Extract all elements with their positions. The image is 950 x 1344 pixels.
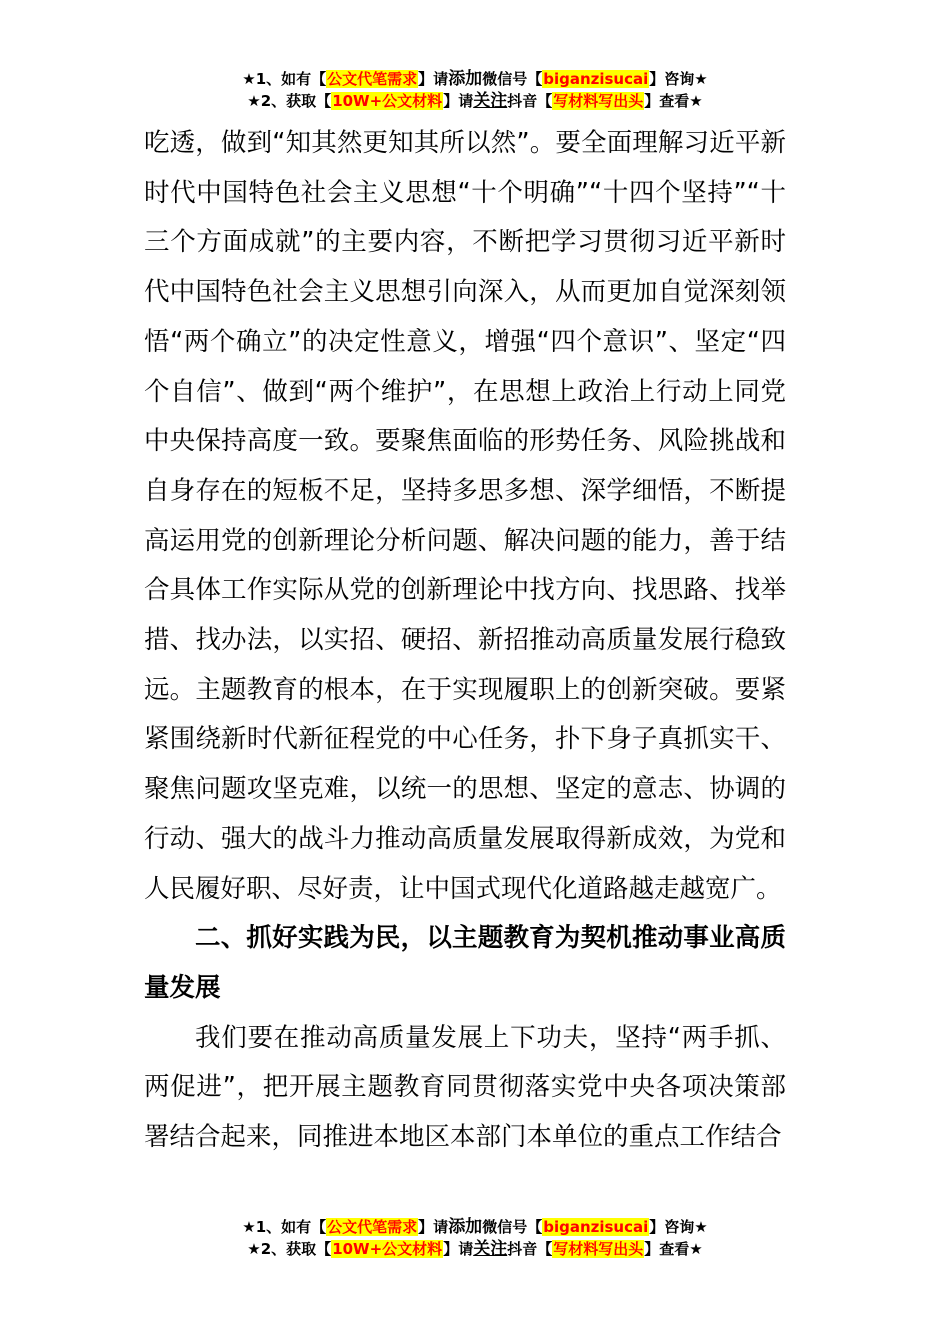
footer-promo-banner: [0, 1216, 950, 1260]
promo-emphasis: 关注: [473, 1239, 508, 1259]
promo-text: 微信号【: [482, 70, 543, 88]
promo-line-2: [0, 1238, 950, 1260]
promo-text: ★1、如有【: [242, 70, 327, 88]
promo-text: 】请: [418, 70, 449, 88]
promo-highlight: 写材料写出头: [553, 1240, 644, 1258]
promo-text: 】查看★: [644, 92, 703, 110]
promo-text: 】咨询★: [649, 70, 708, 88]
promo-text: 抖音【: [507, 1240, 553, 1258]
promo-text: 】查看★: [644, 1240, 703, 1258]
promo-highlight: biganzisucai: [543, 70, 649, 88]
header-promo-banner: [0, 68, 950, 112]
promo-highlight: 写材料写出头: [553, 92, 644, 110]
promo-text: ★2、获取【: [247, 1240, 332, 1258]
promo-line-1: [0, 68, 950, 90]
promo-line-1: [0, 1216, 950, 1238]
promo-emphasis: 关注: [473, 91, 508, 111]
document-body: [144, 119, 786, 1163]
promo-text: 】咨询★: [649, 1218, 708, 1236]
promo-highlight: biganzisucai: [543, 1218, 649, 1236]
promo-text: 】请: [443, 92, 474, 110]
body-paragraph: 我们要在推动高质量发展上下功夫，坚持“两手抓、两促进”，把开展主题教育同贯彻落实党中央各项决策部署结合起来，同推进本地区本部门本单位的重点工作结合: [144, 1022, 786, 1153]
promo-text: 抖音【: [507, 92, 553, 110]
promo-highlight: 公文代笔需求: [327, 70, 418, 88]
section-heading: 二、抓好实践为民，以主题教育为契机推动事业高质量发展: [144, 923, 786, 1003]
promo-text: ★2、获取【: [247, 92, 332, 110]
promo-text: 微信号【: [482, 1218, 543, 1236]
promo-text: ★1、如有【: [242, 1218, 327, 1236]
promo-text: 】请: [418, 1218, 449, 1236]
promo-text: 】请: [443, 1240, 474, 1258]
promo-line-2: [0, 90, 950, 112]
promo-highlight: 10W+公文材料: [332, 92, 443, 110]
promo-emphasis: 添加: [448, 1217, 483, 1237]
promo-emphasis: 添加: [448, 69, 483, 89]
promo-highlight: 10W+公文材料: [332, 1240, 443, 1258]
body-paragraph: 吃透，做到“知其然更知其所以然”。要全面理解习近平新时代中国特色社会主义思想“十个明确”“十四个坚持”“十三个方面成就”的主要内容，不断把学习贯彻习近平新时代中国特色社会主义思想引向深入，从而更加自觉深刻领悟“两个确立”的决定性意义，增强“四个意识”、坚定“四个自信”、做到“两个维护”，在思想上政治上行动上同党中央保持高度一致。要聚焦面临的形势任务、风险挑战和自身存在的短板不足，坚持多思多想、深学细悟，不断提高运用党的创新理论分析问题、解决问题的能力，善于结合具体工作实际从党的创新理论中找方向、找思路、找举措、找办法，以实招、硬招、新招推动高质量发展行稳致远。主题教育的根本，在于实现履职上的创新突破。要紧紧围绕新时代新征程党的中心任务，扑下身子真抓实干、聚焦问题攻坚克难，以统一的思想、坚定的意志、协调的行动、强大的战斗力推动高质量发展取得新成效，为党和人民履好职、尽好责，让中国式现代化道路越走越宽广。: [144, 128, 786, 904]
promo-highlight: 公文代笔需求: [327, 1218, 418, 1236]
